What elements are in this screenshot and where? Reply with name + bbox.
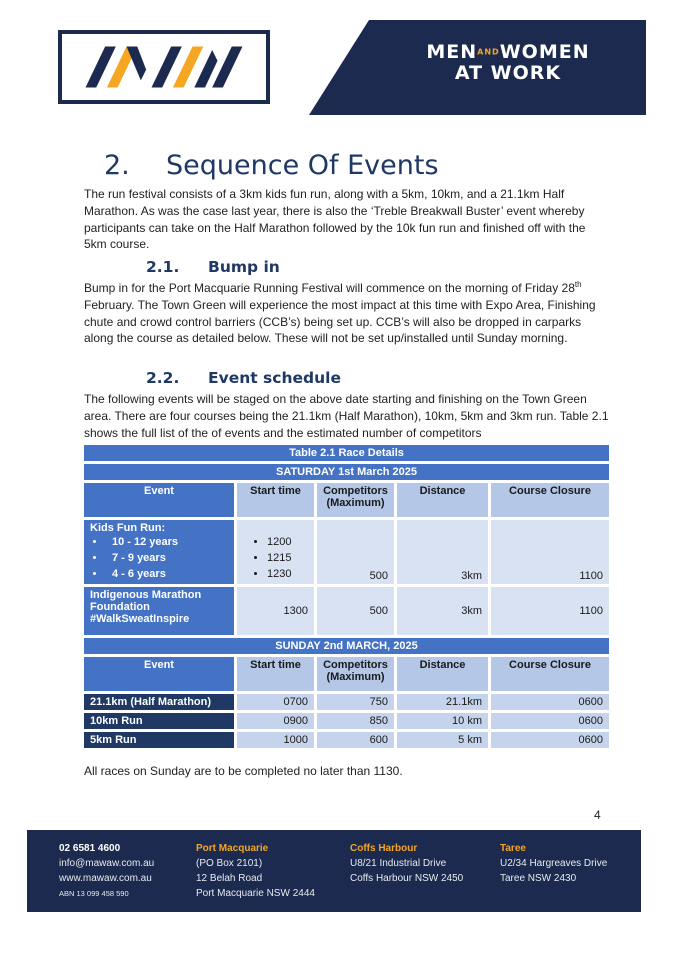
competitors: 600 [314,732,394,748]
footer-email: info@mawaw.com.au [59,858,155,869]
footer-office-port-macquarie: Port Macquarie (PO Box 2101) 12 Belah Road Port Macquarie NSW 2444 [196,843,315,899]
event-name: 5km Run [84,732,234,748]
table-caption: Table 2.1 Race Details [84,445,609,461]
schedule-heading: 2.2. Event schedule [146,369,341,387]
table-row [84,520,609,584]
saturday-title: SATURDAY 1st March 2025 [84,464,609,480]
table-row [84,694,609,710]
table-header-row [84,657,609,691]
sunday-row [84,638,609,654]
footer-website: www.mawaw.com.au [59,873,152,884]
col-distance: Distance [394,483,488,517]
start-time: 1000 [234,732,314,748]
footer-abn: ABN 13 099 458 590 [59,889,129,898]
kids-competitors: 500 [314,520,394,584]
col-event: Event [84,657,234,691]
kids-group: • 10 - 12 years [106,534,228,550]
table-caption-row [84,445,609,461]
kids-start-times: • 1200 • 1215 • 1230 [234,520,314,584]
maw-logo-graphic [62,34,266,100]
indigenous-start: 1300 [234,587,314,635]
bump-in-paragraph: Bump in for the Port Macquarie Running Festival will commence on the morning of Friday 28th February. The Town Green will experience the most impact at this time with Expo Area, Finishing chute and crowd control barriers (CCB’s) being set up. CCB’s will also be dropped in carparks along the course as detailed below. These will not be set up/installed until Sunday morning. [84,280,596,346]
competitors: 750 [314,694,394,710]
start-time: 0900 [234,713,314,729]
col-start-time: Start time [234,483,314,517]
kids-fun-run-cell: Kids Fun Run: • 10 - 12 years • 7 - 9 years • 4 - 6 years [84,520,234,584]
company-logo [58,30,270,104]
brand-wordmark: MENANDWOMEN AT WORK [426,41,590,84]
course-closure: 0600 [488,694,609,710]
distance: 5 km [394,732,488,748]
kids-closure: 1100 [488,520,609,584]
footer [27,830,641,912]
sunday-title: SUNDAY 2nd MARCH, 2025 [84,638,609,654]
table-row [84,713,609,729]
col-competitors: Competitors (Maximum) [314,657,394,691]
table-header-row [84,483,609,517]
indigenous-competitors: 500 [314,587,394,635]
section-number: 2. [104,150,130,181]
footer-office-coffs-harbour: Coffs Harbour U8/21 Industrial Drive Coffs Harbour NSW 2450 [350,843,464,884]
section-heading [104,150,439,181]
sunday-completion-note: All races on Sunday are to be completed no later than 1130. [84,764,403,778]
kids-group: • 4 - 6 years [106,566,228,582]
race-details-table [84,442,609,751]
table-row [84,587,609,635]
page-number: 4 [594,808,601,822]
saturday-row [84,464,609,480]
distance: 10 km [394,713,488,729]
event-name: 21.1km (Half Marathon) [84,694,234,710]
start-time: 0700 [234,694,314,710]
col-course-closure: Course Closure [488,657,609,691]
bump-in-heading: 2.1. Bump in [146,258,280,276]
kids-group: • 7 - 9 years [106,550,228,566]
col-competitors: Competitors (Maximum) [314,483,394,517]
col-distance: Distance [394,657,488,691]
indigenous-closure: 1100 [488,587,609,635]
col-course-closure: Course Closure [488,483,609,517]
col-event: Event [84,483,234,517]
indigenous-distance: 3km [394,587,488,635]
competitors: 850 [314,713,394,729]
schedule-paragraph: The following events will be staged on the above date starting and finishing on the Town Green area. There are four courses being the 21.1km (Half Marathon), 10km, 5km and 3km run. Table 2.1 shows the full list of the of events and the estimated number of competitors [84,392,609,440]
indigenous-marathon-cell: Indigenous Marathon Foundation #WalkSweatInspire [84,587,234,635]
intro-paragraph: The run festival consists of a 3km kids fun run, along with a 5km, 10km, and a 21.1km Half Marathon. As was the case last year, there is also the ‘Treble Breakwall Buster’ event whereby participants can take on the Half Marathon followed by the 10k fun run and finished off with the 5km course. [84,187,586,252]
footer-phone: 02 6581 4600 [59,843,121,854]
kids-distance: 3km [394,520,488,584]
event-name: 10km Run [84,713,234,729]
table-row [84,732,609,748]
course-closure: 0600 [488,713,609,729]
footer-contact [59,841,154,901]
distance: 21.1km [394,694,488,710]
col-start-time: Start time [234,657,314,691]
brand-and: AND [477,47,500,57]
course-closure: 0600 [488,732,609,748]
footer-office-taree: Taree U2/34 Hargreaves Drive Taree NSW 2430 [500,843,608,884]
section-title: Sequence Of Events [166,150,439,181]
